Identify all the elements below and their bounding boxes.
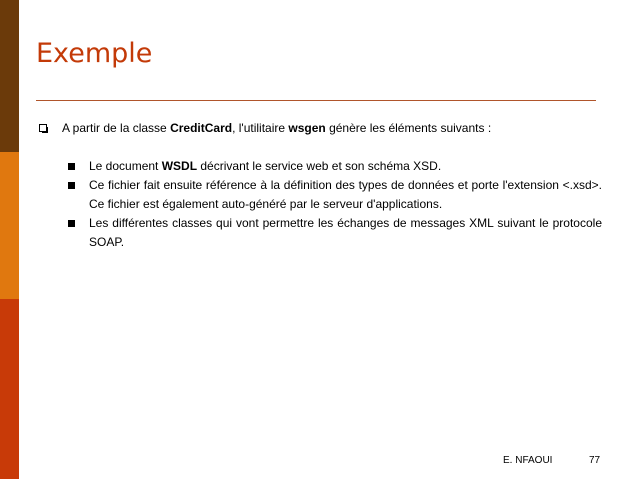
sub-bullet-text: Ce fichier fait ensuite référence à la définition des types de données et porte l'extension <.xsd>. Ce fichier est également auto-généré par le serveur d'applications. [89,178,602,211]
sub-bullet-list [68,157,602,252]
checkbox-square-icon [38,123,48,133]
sub-bullet-text: Les différentes classes qui vont permettre les échanges de messages XML suivant le protocole SOAP. [89,216,602,249]
wsdl-bold: WSDL [161,159,198,173]
main-bullet-item [38,120,604,136]
decorative-side-bar [0,0,19,479]
main-bullet-text-part: génère les éléments suivants : [325,121,492,135]
sub-bullet-text [89,157,602,176]
filled-square-icon [68,182,75,189]
side-bar-segment-top [0,0,19,152]
main-bullet-text-part: , l'utilitaire [232,121,289,135]
footer-page-number: 77 [589,455,601,466]
slide-title: Exemple [36,38,153,69]
filled-square-icon [68,220,75,227]
sub-bullet-item [68,214,602,252]
footer-author: E. NFAOUI [503,455,553,466]
side-bar-segment-bottom [0,299,19,479]
class-name-bold: CreditCard [170,121,233,135]
side-bar-segment-middle [0,152,19,299]
main-bullet-text-part: A partir de la classe [62,121,171,135]
title-divider [36,100,596,101]
filled-square-icon [68,163,75,170]
sub-bullet-text-part: Le document [89,159,162,173]
main-bullet-text [62,120,491,136]
sub-bullet-item [68,157,602,176]
sub-bullet-item [68,176,602,214]
tool-name-bold: wsgen [288,121,326,135]
sub-bullet-text-part: décrivant le service web et son schéma XSD. [197,159,442,173]
